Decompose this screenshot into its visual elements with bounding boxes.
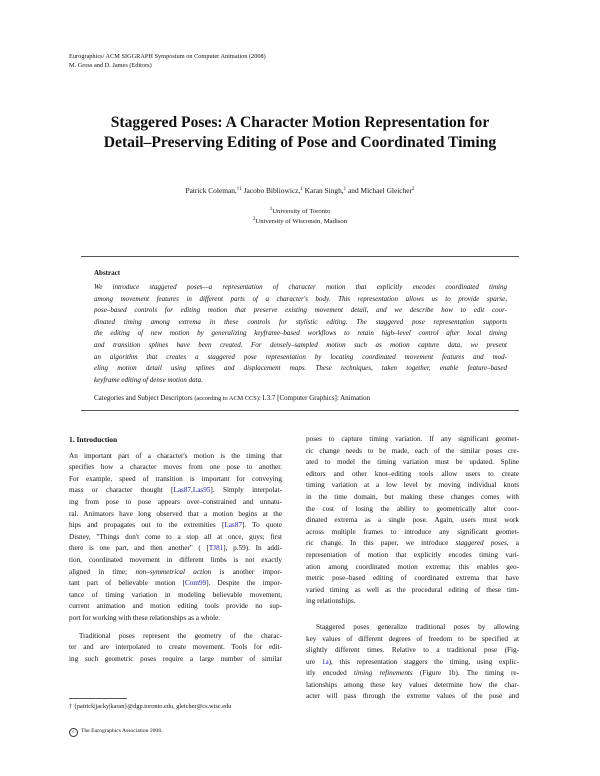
running-header — [69, 52, 266, 70]
author-3-mark: 1 — [343, 187, 347, 192]
body-line: ated to model the timing variation must be updated. Spline — [306, 458, 519, 467]
body-line: timing variation at a low level by moving individual knots — [306, 481, 519, 490]
affiliations — [40, 207, 560, 227]
text-run: mass or character thought [ — [69, 486, 174, 495]
affiliation-2-text: University of Wisconsin, Madison — [255, 218, 348, 225]
abstract-line: dinated timing among extrema in these controls for stylistic editing. The staggered pose representation supports — [94, 317, 507, 326]
body-line — [306, 657, 519, 669]
body-line: ric change needs to be made, each of the similar poses cre- — [306, 446, 519, 455]
abstract-line: and transition splines have been created. For densely–sampled motion such as motion capture data, we present — [94, 340, 507, 349]
body-line: the cost of losing the ability to geometrically alter coor- — [306, 504, 519, 513]
body-line: ing such geometric poses require a large number of similar — [69, 654, 282, 663]
text-run: ure — [306, 657, 322, 666]
body-line: ation among coordinated motion extrema; this enables geo- — [306, 562, 519, 571]
abstract-top-rule — [81, 256, 519, 257]
abstract-line: eling motion detail using splines and displacement maps. These techniques, taken together, enable feature–based — [94, 364, 507, 373]
footnote — [69, 702, 282, 711]
body-line: across multiple frames to introduce any significant geomet- — [306, 527, 519, 536]
body-line — [306, 538, 519, 550]
categories-acm: (according to ACM CCS) — [194, 395, 259, 402]
text-run: , a — [506, 539, 519, 548]
body-line — [69, 543, 282, 555]
venue-line: Eurographics/ ACM SIGGRAPH Symposium on Computer Animation (2008) — [69, 53, 266, 60]
author-4: and Michael Gleicher — [346, 186, 413, 195]
abstract-heading: Abstract — [94, 269, 121, 277]
affiliation-2 — [40, 217, 560, 227]
affiliation-1 — [40, 207, 560, 217]
emphasis: staggered poses — [455, 539, 507, 548]
text-run: aligned in time; — [69, 567, 136, 576]
section-heading-introduction: 1. Introduction — [69, 435, 118, 444]
author-2: Jacobo Bibliowicz, — [241, 186, 301, 195]
text-run: ), this representation staggers the timing, using explic- — [328, 657, 519, 666]
paper-title — [40, 113, 560, 153]
abstract-line: an algorithm that creates a staggered pose representation by locating coordinated movement features and mod- — [94, 352, 507, 361]
body-line: For example, speed of transition is important for conveying — [69, 474, 282, 483]
title-line-1: Staggered Poses: A Character Motion Representation for — [110, 114, 490, 131]
text-run: hips and propagates out to the extremities [ — [69, 521, 225, 530]
text-run: ], p.59). In addi- — [223, 544, 282, 553]
footnote-rule — [69, 698, 127, 699]
affiliation-2-mark: 2 — [252, 217, 256, 222]
abstract-line: We introduce staggered poses—a representation of character motion that explicitly encodes coordinated timing — [94, 283, 507, 291]
text-run: ric change. In this paper, we introduce — [306, 539, 456, 548]
left-column — [69, 434, 282, 665]
body-line — [69, 485, 282, 497]
text-run: (Figure 1b). The timing re- — [412, 669, 519, 678]
body-line: dinated extrema as a single pose. Again, users must work — [306, 516, 519, 525]
copyright-text: The Eurographics Association 2008. — [81, 728, 163, 734]
body-line: An important part of a character's motion is the timing that — [69, 451, 282, 460]
author-2-mark: 1 — [300, 187, 303, 192]
abstract-body — [94, 282, 507, 386]
text-run: there is one part, and then another" ( [ — [69, 544, 209, 553]
text-run: itly encoded — [306, 669, 354, 678]
body-line: ing from pose to pose appears over–constrained and unnatu- — [69, 497, 282, 506]
copyright-line — [69, 728, 162, 737]
citation-link[interactable]: TJ81 — [208, 544, 224, 553]
body-line: ing relationships. — [306, 597, 356, 606]
text-run: is another impor- — [211, 567, 282, 576]
abstract-line: the editing of new motion by generalizing keyframe–based workflows to retain high–level control after local timing — [94, 329, 507, 338]
body-line: slightly different times. Relative to a traditional pose (Fig- — [306, 646, 519, 655]
figure-link[interactable]: 1a — [321, 657, 329, 666]
affiliation-1-mark: 1 — [269, 207, 273, 212]
abstract-line: among movement features in different parts of a character's body. This representation allows us to provide sparse, — [94, 294, 507, 303]
author-1: Patrick Coleman, — [185, 186, 237, 195]
author-4-mark: 2 — [412, 187, 415, 192]
body-line: representation of motion that explicitly encodes timing vari- — [306, 550, 519, 559]
body-line — [69, 578, 282, 590]
body-line — [69, 567, 282, 579]
citation-link[interactable]: Las87 — [224, 521, 242, 530]
body-line: varied timing as well as the procedural editing of these tim- — [306, 585, 519, 594]
emphasis: timing refinements — [353, 669, 413, 678]
body-line: Disney, "Things don't come to a stop all at once, guys; first — [69, 532, 282, 541]
body-line: poses to capture timing variation. If any significant geomet- — [306, 435, 519, 443]
categories-label: Categories and Subject Descriptors — [94, 394, 195, 402]
body-line: Staggered poses generalize traditional poses by allowing — [316, 622, 519, 631]
body-line: specifies how a character moves from one pose to another. — [69, 463, 282, 472]
footnote-text: {patrick|jacky|karan}@dgp.toronto.edu, gleicher@cs.wisc.edu — [72, 703, 232, 710]
body-line: port for working with these relationships as a whole. — [69, 613, 221, 622]
author-1-mark: †1 — [236, 187, 242, 192]
body-line — [69, 520, 282, 532]
title-line-2: Detail–Preserving Editing of Pose and Coordinated Timing — [103, 134, 497, 151]
body-line: current animation and motion editing tools provide no sup- — [69, 602, 282, 611]
body-line: Traditional poses represent the geometry of the charac- — [79, 631, 282, 640]
body-line: editors and other knot–editing tools allow users to create — [306, 469, 519, 478]
body-line — [306, 668, 519, 680]
body-line: ral. Animators have long observed that a motion begins at the — [69, 509, 282, 518]
citation-link[interactable]: Com99 — [185, 579, 207, 588]
text-run: tant part of believable motion [ — [69, 579, 186, 588]
body-line: lationships among these key values determine how the char- — [306, 680, 519, 689]
categories-line — [94, 394, 370, 402]
text-run: ]. Despite the impor- — [206, 579, 282, 588]
author-list — [40, 186, 560, 196]
body-line: key values of different degrees of freedom to be specified at — [306, 634, 519, 643]
categories-value: : I.3.7 [Computer Graphics]: Animation — [258, 394, 371, 402]
abstract-bottom-rule — [81, 410, 519, 411]
author-3: Karan Singh, — [302, 186, 344, 195]
right-column — [306, 434, 519, 703]
body-line: metric pose–based editing of coordinated extrema that have — [306, 574, 519, 583]
body-line: tance of timing variation in modeling believable movement, — [69, 590, 282, 599]
footnote-mark: † — [69, 703, 73, 710]
body-line: tion, coordinated movement in different limbs is not exactly — [69, 555, 282, 564]
abstract-line: keyframe editing of dense motion data. — [94, 375, 203, 384]
text-run: ]. Simply interpolat- — [210, 486, 282, 495]
text-run: , — [191, 486, 193, 495]
body-line: acter will pass through the extreme values of the pose and — [306, 692, 519, 701]
text-run: ]. To quote — [241, 521, 282, 530]
emphasis: non–symmetrical action — [135, 567, 212, 576]
body-line: in the time domain, but making these changes comes with — [306, 492, 519, 501]
body-line: ter and are interpolated to create movement. Tools for edit- — [69, 643, 282, 652]
citation-link[interactable]: Las95 — [192, 486, 211, 495]
editors-line: M. Gross and D. James (Editors) — [69, 62, 152, 69]
affiliation-1-text: University of Toronto — [272, 208, 331, 215]
citation-link[interactable]: Las87 — [173, 486, 192, 495]
abstract-line: pose–based controls for editing motion that preserve existing movement detail, and we describe how to edit coor- — [94, 306, 507, 315]
copyright-icon: c — [69, 728, 78, 737]
